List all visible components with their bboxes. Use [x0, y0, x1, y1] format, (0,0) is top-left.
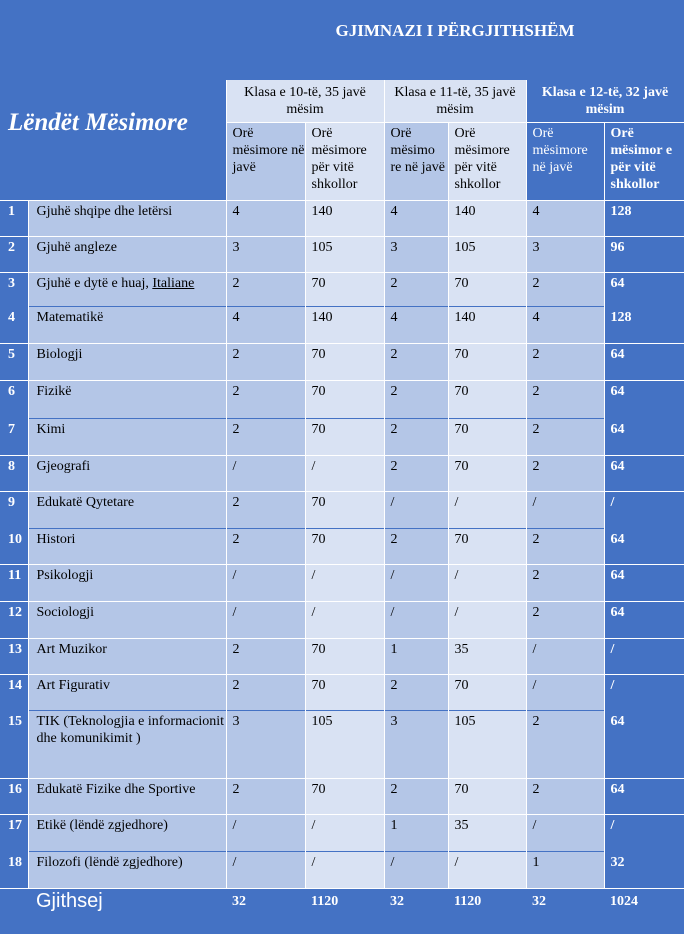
subject-label: Gjeografi [37, 459, 91, 474]
hours-cell: 3 [384, 237, 448, 273]
subject-name [28, 237, 226, 273]
table-row [0, 815, 684, 852]
row-number: 7 [0, 419, 28, 456]
hours-cell: 64 [604, 565, 684, 602]
hours-cell: 2 [384, 381, 448, 419]
hours-cell: 2 [226, 419, 305, 456]
yearly-hours-header: Orë mësimor e për vitë shkollor [604, 123, 684, 201]
hours-cell: / [526, 639, 604, 675]
subject-label: Psikologji [37, 568, 94, 583]
grade-12-header: Klasa e 12-të, 32 javë mësim [526, 80, 684, 123]
hours-cell: 70 [448, 529, 526, 565]
hours-cell: 2 [526, 602, 604, 639]
hours-cell: 70 [305, 529, 384, 565]
hours-cell: 64 [604, 779, 684, 815]
hours-cell: 70 [305, 675, 384, 711]
subject-name [28, 419, 226, 456]
subject-label: Art Muzikor [37, 642, 107, 657]
hours-cell: 128 [604, 307, 684, 344]
hours-cell: 2 [384, 456, 448, 492]
hours-cell: 4 [226, 307, 305, 344]
grade-10-header: Klasa e 10-të, 35 javë mësim [226, 80, 384, 123]
subject-label: TIK (Teknologjia e informacionit dhe komunikimit ) [37, 714, 225, 746]
hours-cell: 105 [448, 237, 526, 273]
row-number: 16 [0, 779, 28, 815]
subject-name [28, 602, 226, 639]
hours-cell: / [305, 456, 384, 492]
hours-cell: 2 [226, 779, 305, 815]
hours-cell: 2 [384, 273, 448, 307]
row-number: 3 [0, 273, 28, 307]
row-number: 4 [0, 307, 28, 344]
hours-cell: 2 [384, 529, 448, 565]
hours-cell: 64 [604, 456, 684, 492]
hours-cell: / [526, 675, 604, 711]
hours-cell: 3 [226, 237, 305, 273]
row-number: 1 [0, 201, 28, 237]
hours-cell: / [604, 492, 684, 529]
row-number: 12 [0, 602, 28, 639]
hours-cell: 2 [526, 529, 604, 565]
hours-cell: 70 [305, 381, 384, 419]
subject-label: Etikë (lëndë zgjedhore) [37, 818, 168, 833]
row-number: 8 [0, 456, 28, 492]
hours-cell: 2 [226, 675, 305, 711]
hours-cell: 105 [305, 237, 384, 273]
subject-label: Matematikë [37, 310, 104, 325]
hours-cell: 4 [384, 307, 448, 344]
hours-cell: 70 [448, 779, 526, 815]
hours-cell: 2 [384, 779, 448, 815]
subject-label: Kimi [37, 422, 66, 437]
hours-cell: / [305, 815, 384, 852]
hours-cell: / [226, 852, 305, 889]
subject-label: Gjuhë e dytë e huaj, [37, 276, 153, 291]
hours-cell: 2 [226, 492, 305, 529]
hours-cell: / [448, 565, 526, 602]
subject-label: Filozofi (lëndë zgjedhore) [37, 855, 183, 870]
hours-cell: 32 [604, 852, 684, 889]
table-row [0, 201, 684, 237]
yearly-hours-header: Orë mësimore për vitë shkollor [305, 123, 384, 201]
hours-cell: 2 [226, 273, 305, 307]
subject-name [28, 675, 226, 711]
row-number: 17 [0, 815, 28, 852]
hours-cell: 4 [526, 307, 604, 344]
hours-cell: 64 [604, 381, 684, 419]
table-row [0, 273, 684, 307]
total-cell: 1120 [305, 889, 384, 934]
hours-cell: 1 [526, 852, 604, 889]
hours-cell: 140 [448, 201, 526, 237]
hours-cell: 64 [604, 273, 684, 307]
subject-name [28, 565, 226, 602]
hours-cell: 35 [448, 639, 526, 675]
hours-cell: 70 [448, 273, 526, 307]
table-row [0, 456, 684, 492]
hours-cell: 2 [226, 529, 305, 565]
weekly-hours-header: Orë mësimore në javë [226, 123, 305, 201]
hours-cell: / [448, 852, 526, 889]
hours-cell: 2 [526, 381, 604, 419]
subject-name [28, 273, 226, 307]
table-row [0, 602, 684, 639]
hours-cell: / [384, 492, 448, 529]
table-row [0, 307, 684, 344]
hours-cell: 2 [384, 344, 448, 381]
subject-label: Biologji [37, 347, 83, 362]
table-row [0, 779, 684, 815]
hours-cell: 70 [305, 344, 384, 381]
hours-cell: 140 [448, 307, 526, 344]
hours-cell: 4 [384, 201, 448, 237]
subject-label: Fizikë [37, 384, 72, 399]
hours-cell: 2 [526, 711, 604, 779]
row-number: 15 [0, 711, 28, 779]
hours-cell: 105 [448, 711, 526, 779]
hours-cell: 2 [526, 344, 604, 381]
hours-cell: 35 [448, 815, 526, 852]
subject-name [28, 815, 226, 852]
hours-cell: 64 [604, 711, 684, 779]
hours-cell: 70 [305, 492, 384, 529]
hours-cell: 64 [604, 344, 684, 381]
hours-cell: 2 [526, 419, 604, 456]
subject-name [28, 381, 226, 419]
subject-name [28, 307, 226, 344]
row-number: 5 [0, 344, 28, 381]
row-number: 6 [0, 381, 28, 419]
hours-cell: 70 [305, 419, 384, 456]
subjects-header: Lëndët Mësimore [0, 80, 226, 201]
hours-cell: 3 [526, 237, 604, 273]
table-row [0, 639, 684, 675]
total-cell: 32 [226, 889, 305, 934]
hours-cell: / [384, 852, 448, 889]
hours-cell: 64 [604, 529, 684, 565]
total-cell: 32 [384, 889, 448, 934]
hours-cell: 2 [226, 344, 305, 381]
hours-cell: / [384, 602, 448, 639]
row-number: 13 [0, 639, 28, 675]
subject-name [28, 529, 226, 565]
hours-cell: / [226, 565, 305, 602]
subject-name [28, 852, 226, 889]
hours-cell: 3 [226, 711, 305, 779]
total-label: Gjithsej [0, 889, 226, 934]
hours-cell: / [604, 639, 684, 675]
hours-cell: / [604, 675, 684, 711]
table-row [0, 492, 684, 529]
hours-cell: 2 [526, 779, 604, 815]
hours-cell: 70 [448, 344, 526, 381]
table-row [0, 711, 684, 779]
table-row [0, 675, 684, 711]
hours-cell: 70 [448, 381, 526, 419]
grade-11-header: Klasa e 11-të, 35 javë mësim [384, 80, 526, 123]
hours-cell: / [305, 565, 384, 602]
table-row [0, 381, 684, 419]
hours-cell: / [226, 815, 305, 852]
row-number: 14 [0, 675, 28, 711]
hours-cell: 70 [305, 273, 384, 307]
subject-label: Gjuhë shqipe dhe letërsi [37, 204, 173, 219]
table-row [0, 565, 684, 602]
table-row [0, 529, 684, 565]
total-row [0, 889, 684, 934]
hours-cell: 2 [526, 273, 604, 307]
row-number: 11 [0, 565, 28, 602]
hours-cell: / [526, 492, 604, 529]
subject-name [28, 344, 226, 381]
subject-name [28, 201, 226, 237]
hours-cell: 4 [226, 201, 305, 237]
table-row [0, 344, 684, 381]
table-row [0, 237, 684, 273]
subject-label: Gjuhë angleze [37, 240, 117, 255]
school-title: GJIMNAZI I PËRGJITHSHËM [226, 0, 684, 80]
hours-cell: 105 [305, 711, 384, 779]
subject-name [28, 456, 226, 492]
hours-cell: 140 [305, 201, 384, 237]
hours-cell: / [448, 492, 526, 529]
hours-cell: 4 [526, 201, 604, 237]
hours-cell: 2 [384, 419, 448, 456]
subject-label-underlined: Italiane [152, 276, 194, 291]
row-number: 10 [0, 529, 28, 565]
hours-cell: 3 [384, 711, 448, 779]
weekly-hours-header: Orë mësimore në javë [526, 123, 604, 201]
subject-label: Edukatë Fizike dhe Sportive [37, 782, 196, 797]
hours-cell: / [305, 852, 384, 889]
hours-cell: 1 [384, 639, 448, 675]
hours-cell: 96 [604, 237, 684, 273]
hours-cell: / [384, 565, 448, 602]
hours-cell: / [226, 602, 305, 639]
subject-name [28, 779, 226, 815]
hours-cell: / [448, 602, 526, 639]
hours-cell: 128 [604, 201, 684, 237]
subject-label: Art Figurativ [37, 678, 111, 693]
hours-cell: 70 [305, 779, 384, 815]
hours-cell: / [305, 602, 384, 639]
weekly-hours-header: Orë mësimo re në javë [384, 123, 448, 201]
hours-cell: 70 [448, 675, 526, 711]
hours-cell: 2 [526, 565, 604, 602]
subject-label: Sociologji [37, 605, 95, 620]
hours-cell: 70 [448, 419, 526, 456]
hours-cell: 64 [604, 419, 684, 456]
subject-label: Histori [37, 532, 76, 547]
hours-cell: 70 [448, 456, 526, 492]
subject-name [28, 639, 226, 675]
hours-cell: 140 [305, 307, 384, 344]
total-cell: 1024 [604, 889, 684, 934]
hours-cell: 1 [384, 815, 448, 852]
row-number: 18 [0, 852, 28, 889]
table-row [0, 419, 684, 456]
yearly-hours-header: Orë mësimore për vitë shkollor [448, 123, 526, 201]
subject-name [28, 492, 226, 529]
hours-cell: / [226, 456, 305, 492]
hours-cell: / [526, 815, 604, 852]
hours-cell: / [604, 815, 684, 852]
row-number: 9 [0, 492, 28, 529]
hours-cell: 64 [604, 602, 684, 639]
total-cell: 32 [526, 889, 604, 934]
total-cell: 1120 [448, 889, 526, 934]
hours-cell: 2 [526, 456, 604, 492]
row-number: 2 [0, 237, 28, 273]
table-row [0, 852, 684, 889]
hours-cell: 2 [384, 675, 448, 711]
hours-cell: 2 [226, 381, 305, 419]
subject-name [28, 711, 226, 779]
hours-cell: 2 [226, 639, 305, 675]
subject-label: Edukatë Qytetare [37, 495, 135, 510]
hours-cell: 70 [305, 639, 384, 675]
